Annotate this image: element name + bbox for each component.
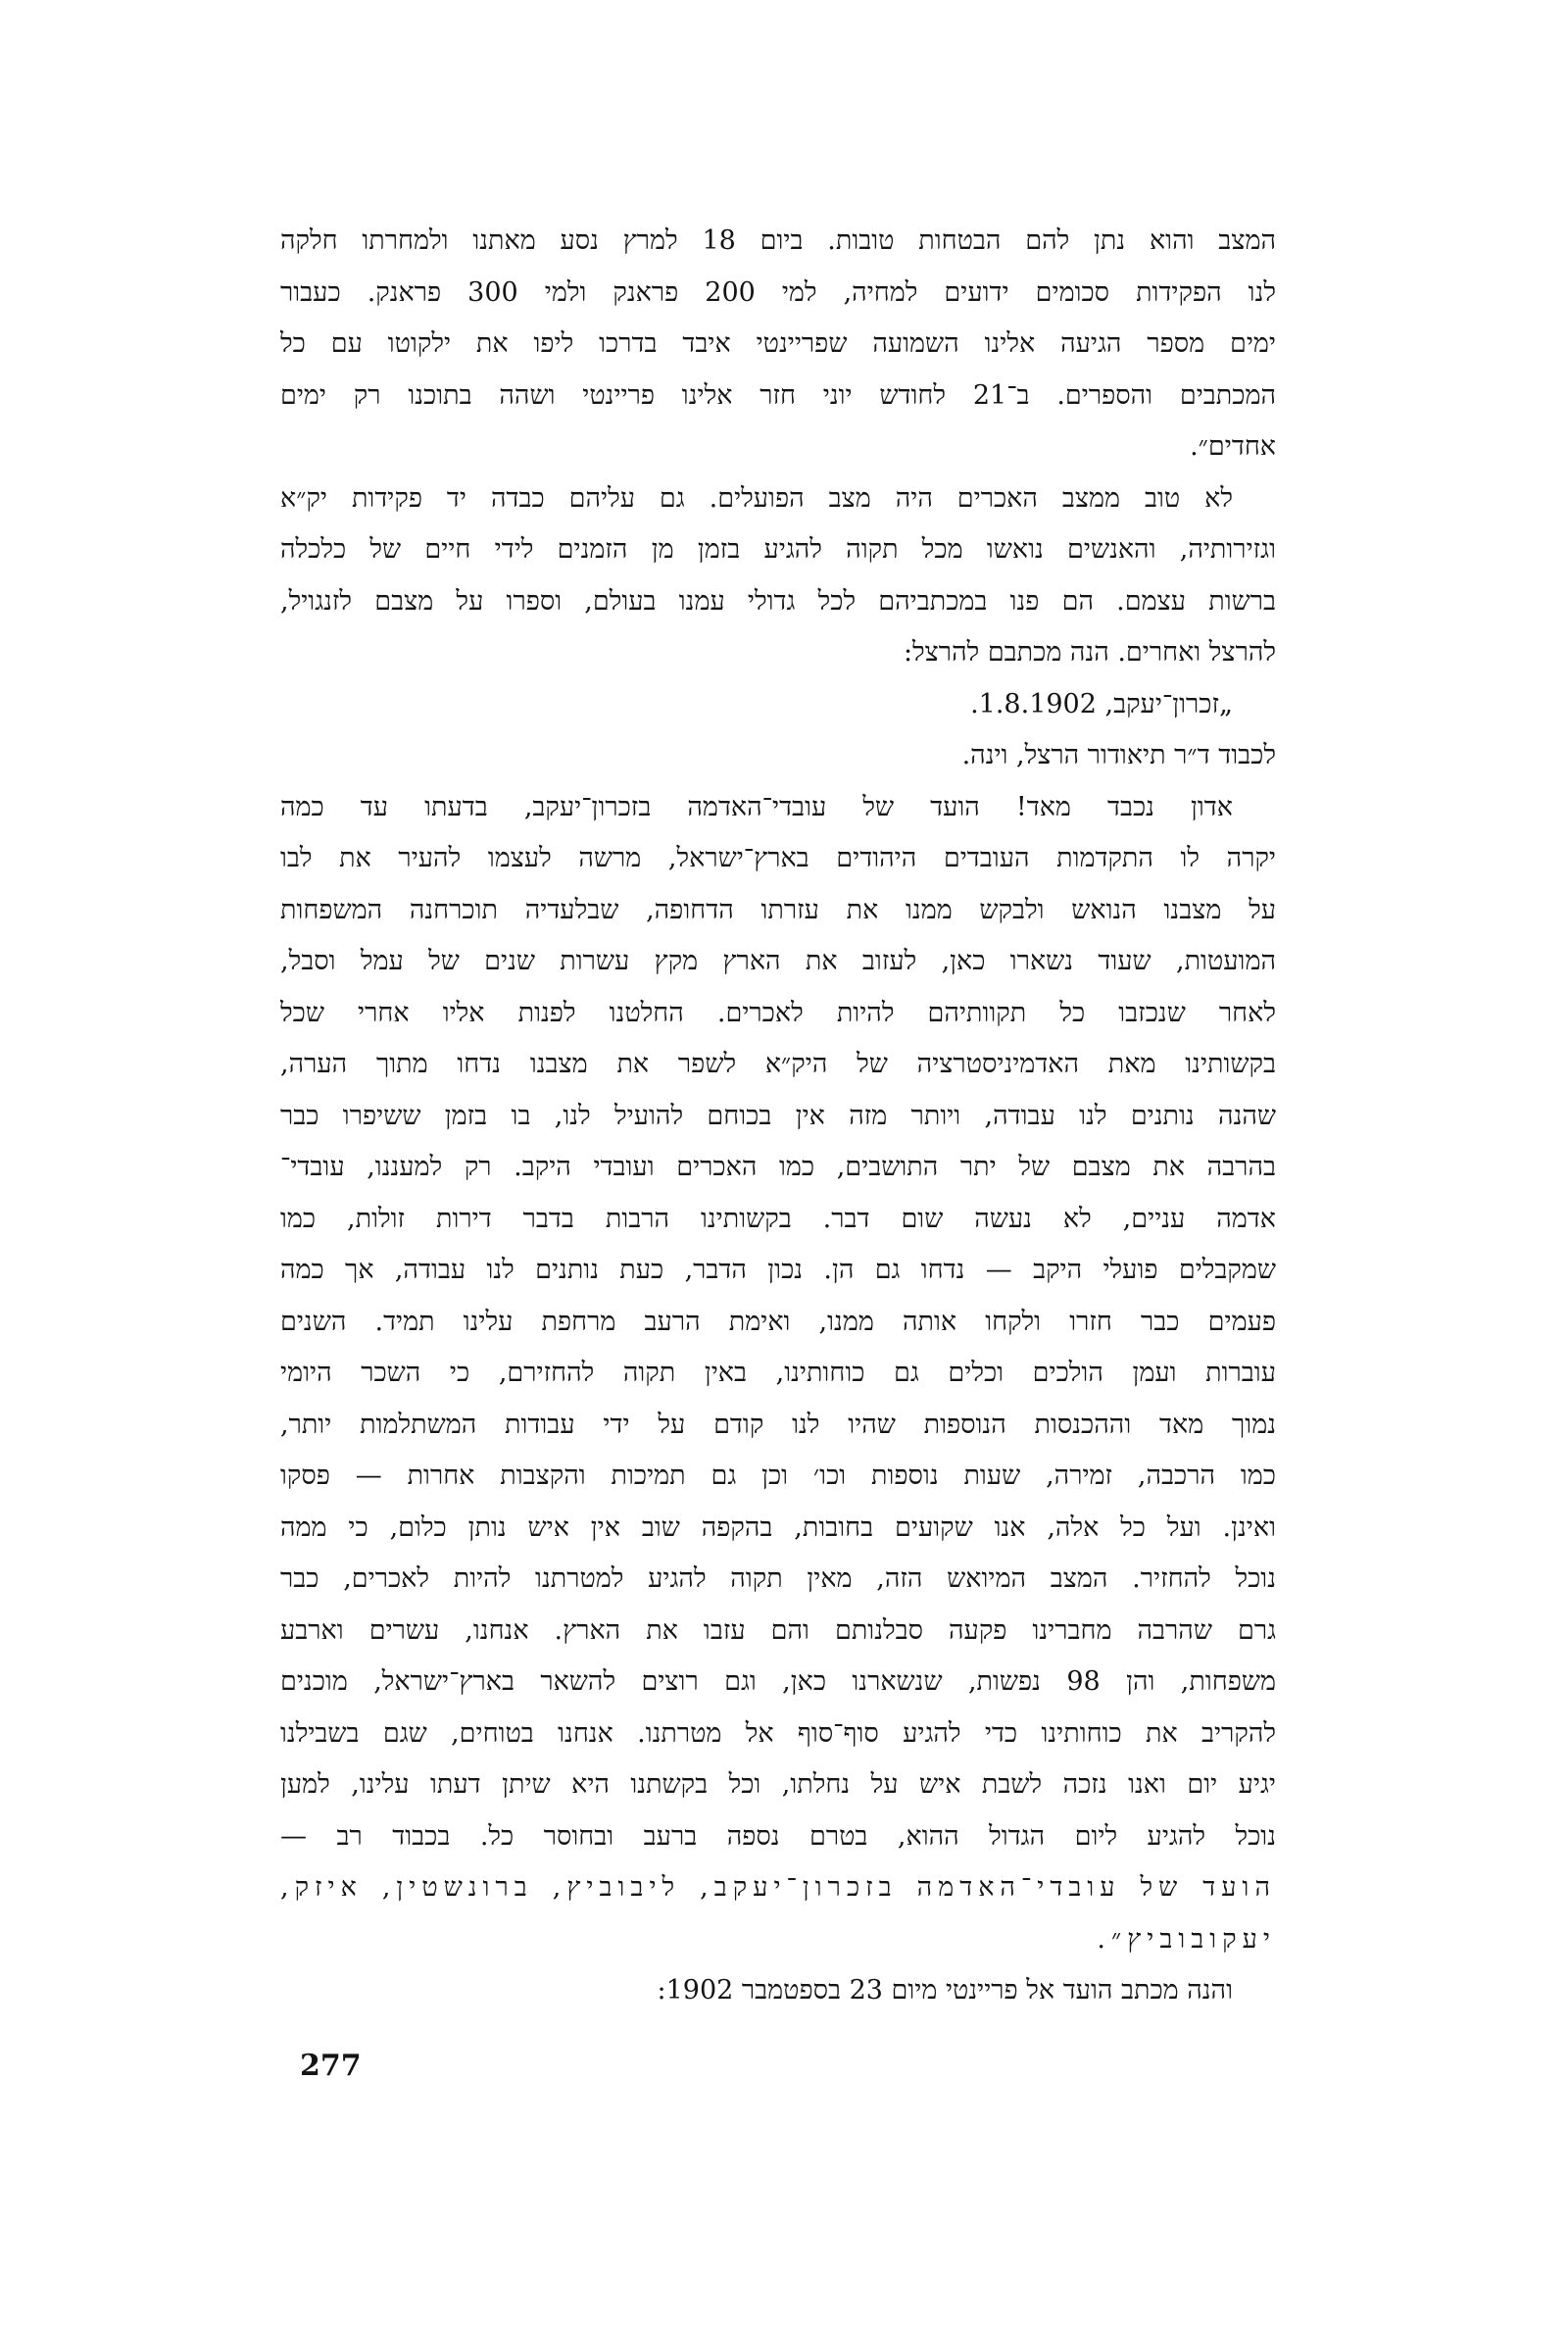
text-line: עוברות ועמן הולכים וכלים גם כוחותינו, באין תקוה להחזירם, כי השכר היומי — [280, 1358, 1276, 1388]
text-line: להרצל ואחרים. הנה מכתבם להרצל: — [903, 637, 1276, 668]
text-line: ברשות עצמם. הם פנו במכתביהם לכל גדולי עמנו בעולם, וספרו על מצבם לזנגויל, — [280, 585, 1276, 617]
text-line: נמוך מאד וההכנסות הנוספות שהיו לנו קודם על ידי עבודות המשתלמות יותר, — [280, 1409, 1276, 1440]
text-line: הועד של עובדי־האדמה בזכרון־יעקב, ליבוביץ, ברונשטין, איזק, — [280, 1872, 1276, 1903]
text-line: בקשותינו מאת האדמיניסטרציה של היק״א לשפר את מצבנו נדחו מתוך הערה, — [280, 1049, 1276, 1079]
text-line: בהרבה את מצבם של יתר התושבים, כמו האכרים ועובדי היקב. רק למעננו, עובדי־ — [280, 1152, 1276, 1182]
text-line: לא טוב ממצב האכרים היה מצב הפועלים. גם עליהם כבדה יד פקידות יק״א — [280, 482, 1233, 514]
text-line: כמו הרכבה, זמירה, שעות נוספות וכו׳ וכן גם תמיכות והקצבות אחרות — פסקו — [280, 1461, 1276, 1491]
text-line: אחדים״. — [1190, 431, 1276, 462]
text-line: לנו הפקידות סכומים ידועים למחיה, למי 200 פראנק ולמי 300 פראנק. כעבור — [280, 276, 1276, 308]
text-line: המועטות, שעוד נשארו כאן, לעזוב את הארץ מקץ עשרות שנים של עמל וסבל, — [280, 946, 1276, 976]
text-line: אדמה עניים, לא נעשה שום דבר. בקשותינו הרבות בדבר דירות זולות, כמו — [280, 1203, 1276, 1234]
text-line: נוכל להחזיר. המצב המיואש הזה, מאין תקוה להגיע למטרתנו להיות לאכרים, כבר — [280, 1563, 1276, 1594]
text-line: והנה מכתב הועד אל פריינטי מיום 23 בספטמבר 1902: — [657, 1975, 1233, 2005]
text-line: להקריב את כוחותינו כדי להגיע סוף־סוף אל מטרתנו. אנחנו בטוחים, שגם בשבילנו — [280, 1717, 1276, 1749]
text-line: יעקובוביץ״. — [1097, 1923, 1276, 1955]
text-line: משפחות, והן 98 נפשות, שנשארנו כאן, וגם רוצים להשאר בארץ־ישראל, מוכנים — [280, 1666, 1276, 1697]
text-line: אדון נכבד מאד! הועד של עובדי־האדמה בזכרון־יעקב, בדעתו עד כמה — [280, 791, 1233, 822]
text-line: יגיע יום ואנו נזכה לשבת איש על נחלתו, וכל בקשתנו היא שיתן דעתו עלינו, למען — [280, 1769, 1276, 1800]
text-line: שהנה נותנים לנו עבודה, ויותר מזה אין בכוחם להועיל לנו, בו בזמן ששיפרו כבר — [280, 1100, 1276, 1131]
text-line: פעמים כבר חזרו ולקחו אותה ממנו, ואימת הרעב מרחפת עלינו תמיד. השנים — [280, 1306, 1276, 1337]
text-line: המצב והוא נתן להם הבטחות טובות. ביום 18 למרץ נסע מאתנו ולמחרתו חלקה — [280, 225, 1276, 256]
text-line: לכבוד ד״ר תיאודור הרצל, וינה. — [961, 740, 1276, 770]
text-line: וגזירותיה, והאנשים נואשו מכל תקוה להגיע בזמן מן הזמנים לידי חיים של כלכלה — [280, 534, 1276, 565]
page-number: 277 — [300, 2049, 362, 2083]
text-line: ואינן. ועל כל אלה, אנו שקועים בחובות, בהקפה שוב אין איש נותן כלום, כי ממה — [280, 1511, 1276, 1543]
body-text — [280, 216, 1276, 2017]
text-line: לאחר שנכזבו כל תקוותיהם להיות לאכרים. החלטנו לפנות אליו אחרי שכל — [280, 997, 1276, 1028]
text-line: „זכרון־יעקב, 1.8.1902. — [970, 688, 1233, 719]
text-line: נוכל להגיע ליום הגדול ההוא, בטרם נספה ברעב ובחוסר כל. בכבוד רב — — [280, 1820, 1276, 1852]
text-line: יקרה לו התקדמות העובדים היהודים בארץ־ישראל, מרשה לעצמו להעיר את לבו — [280, 843, 1276, 873]
text-line: ימים מספר הגיעה אלינו השמועה שפריינטי איבד בדרכו ליפו את ילקוטו עם כל — [280, 328, 1276, 359]
text-line: שמקבלים פועלי היקב — נדחו גם הן. נכון הדבר, כעת נותנים לנו עבודה, אך כמה — [280, 1255, 1276, 1285]
text-line: גרם שהרבה מחברינו פקעה סבלנותם והם עזבו את הארץ. אנחנו, עשרים וארבע — [280, 1614, 1276, 1646]
text-line: המכתבים והספרים. ב־21 לחודש יוני חזר אלינו פריינטי ושהה בתוכנו רק ימים — [280, 379, 1276, 411]
text-line: על מצבנו הנואש ולבקש ממנו את עזרתו הדחופה, שבלעדיה תוכרחנה המשפחות — [280, 894, 1276, 925]
